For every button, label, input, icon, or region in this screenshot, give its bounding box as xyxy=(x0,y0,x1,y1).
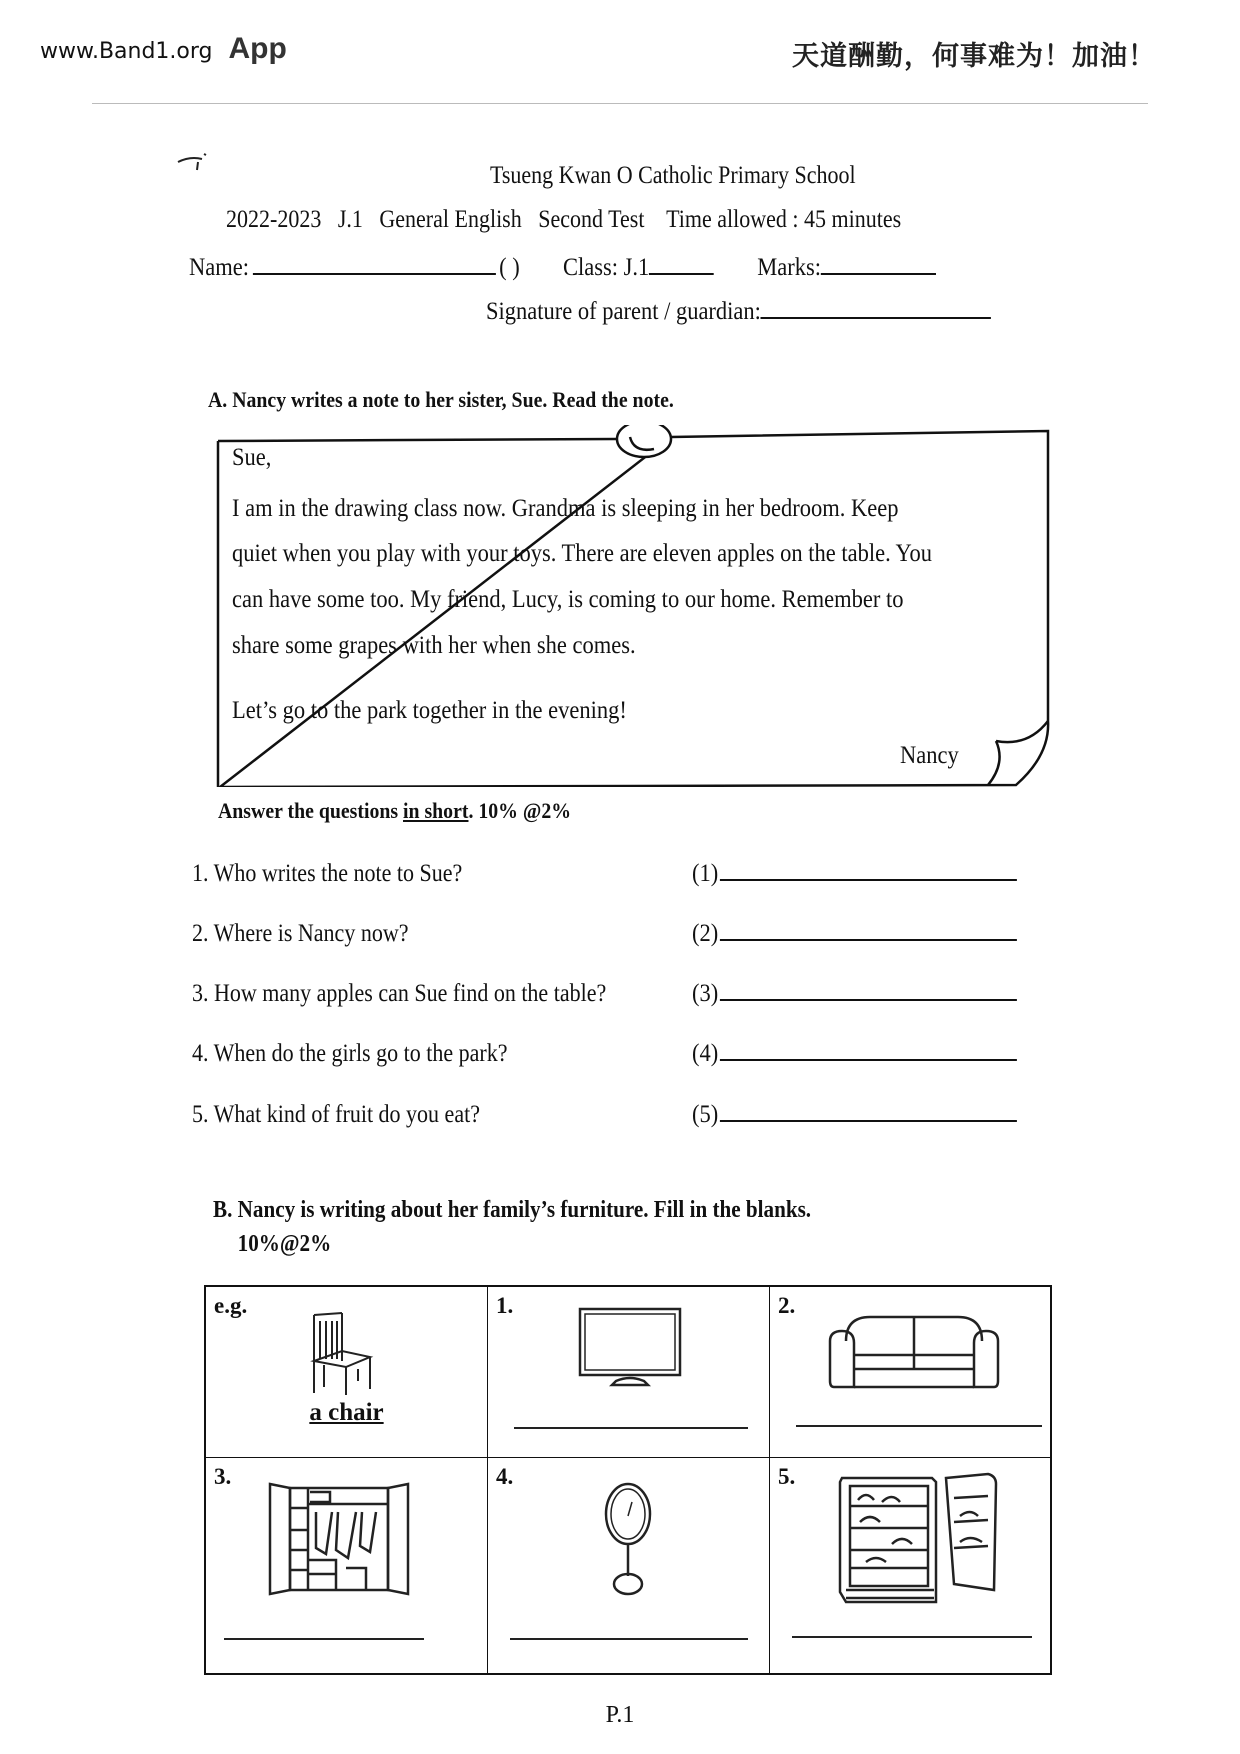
section-b-title: B. Nancy is writing about her family’s furniture. Fill in the blanks. 10%@2% xyxy=(213,1193,811,1261)
answer-3: (3) xyxy=(692,980,1021,1008)
section-a-instruction: Answer the questions in short. 10% @2% xyxy=(218,798,572,823)
answer-2-field[interactable] xyxy=(720,938,1017,941)
furniture-grid xyxy=(204,1285,1052,1675)
cell-number: 3. xyxy=(214,1464,232,1489)
question-4: 4. When do the girls go to the park? xyxy=(192,1040,508,1067)
answer-4: (4) xyxy=(692,1040,1021,1068)
subject: General English xyxy=(379,206,522,233)
television-icon xyxy=(576,1305,684,1387)
answer-1: (1) xyxy=(692,860,1021,888)
answer-2: (2) xyxy=(692,920,1021,948)
site-header xyxy=(40,32,287,66)
note-signature: Nancy xyxy=(900,742,959,769)
header-divider xyxy=(92,103,1148,104)
question-5: 5. What kind of fruit do you eat? xyxy=(192,1101,480,1128)
page-number: P.1 xyxy=(605,1702,635,1728)
section-b-marks: 10%@2% xyxy=(237,1231,332,1257)
grid-cell-5 xyxy=(770,1458,1050,1673)
answer-3-field[interactable] xyxy=(720,998,1017,1001)
name-label: Name: xyxy=(189,254,249,281)
signature-field[interactable] xyxy=(761,316,991,319)
answer-5-field[interactable] xyxy=(720,1119,1017,1122)
site-url[interactable]: www.Band1.org xyxy=(40,39,213,64)
note-line-2: quiet when you play with your toys. There are eleven apples on the table. You xyxy=(232,540,933,567)
test-name: Second Test xyxy=(538,206,645,233)
school-year: 2022-2023 xyxy=(226,206,322,233)
answer-blank-5[interactable] xyxy=(792,1636,1032,1638)
cell-number: 5. xyxy=(778,1464,796,1489)
class-number-field[interactable]: ( ) xyxy=(499,254,520,281)
fridge-icon xyxy=(836,1472,1000,1616)
answer-blank-3[interactable] xyxy=(224,1638,424,1640)
section-a-title: A. Nancy writes a note to her sister, Sue. Read the note. xyxy=(208,387,674,412)
answer-1-field[interactable] xyxy=(720,878,1017,881)
wardrobe-icon xyxy=(266,1478,412,1598)
answer-4-field[interactable] xyxy=(720,1058,1017,1061)
grid-cell-example xyxy=(206,1287,488,1458)
time-allowed: Time allowed : 45 minutes xyxy=(666,206,902,233)
slogan: 天道酬勤，何事难为！加油！ xyxy=(792,41,1156,72)
cell-number: 2. xyxy=(778,1293,796,1318)
answer-blank-4[interactable] xyxy=(510,1638,748,1640)
marks-field[interactable] xyxy=(821,272,936,275)
note-salutation: Sue, xyxy=(232,444,272,471)
note-line-1: I am in the drawing class now. Grandma is sleeping in her bedroom. Keep xyxy=(232,495,899,522)
grid-cell-1 xyxy=(488,1287,770,1458)
test-info xyxy=(226,206,901,234)
note-line-3: can have some too. My friend, Lucy, is coming to our home. Remember to xyxy=(232,586,904,613)
note-line-4: share some grapes with her when she comes. xyxy=(232,632,636,659)
class-label: Class: J.1 xyxy=(562,254,650,281)
app-label: App xyxy=(228,32,287,65)
sofa-icon xyxy=(826,1311,1002,1393)
class-level: J.1 xyxy=(337,206,363,233)
cell-number: 1. xyxy=(496,1293,514,1318)
answer-blank-2[interactable] xyxy=(796,1425,1042,1427)
cell-number: 4. xyxy=(496,1464,514,1489)
class-field[interactable] xyxy=(649,272,714,275)
example-answer: a chair xyxy=(309,1399,384,1426)
cell-number: e.g. xyxy=(214,1293,248,1318)
question-2: 2. Where is Nancy now? xyxy=(192,920,409,947)
marks-label: Marks: xyxy=(757,254,822,281)
student-info-row xyxy=(189,254,940,282)
chair-icon xyxy=(306,1309,376,1397)
answer-blank-1[interactable] xyxy=(514,1427,748,1429)
grid-cell-4 xyxy=(488,1458,770,1673)
mirror-icon xyxy=(600,1480,656,1598)
school-name: Tsueng Kwan O Catholic Primary School xyxy=(489,162,856,189)
grid-cell-2 xyxy=(770,1287,1050,1458)
note-closing: Let’s go to the park together in the evening! xyxy=(232,697,627,724)
signature-row xyxy=(486,298,995,326)
question-3: 3. How many apples can Sue find on the table? xyxy=(192,980,607,1007)
question-1: 1. Who writes the note to Sue? xyxy=(192,860,463,887)
grid-cell-3 xyxy=(206,1458,488,1673)
signature-label: Signature of parent / guardian: xyxy=(486,298,761,325)
name-field[interactable] xyxy=(253,272,496,275)
answer-5: (5) xyxy=(692,1101,1021,1129)
